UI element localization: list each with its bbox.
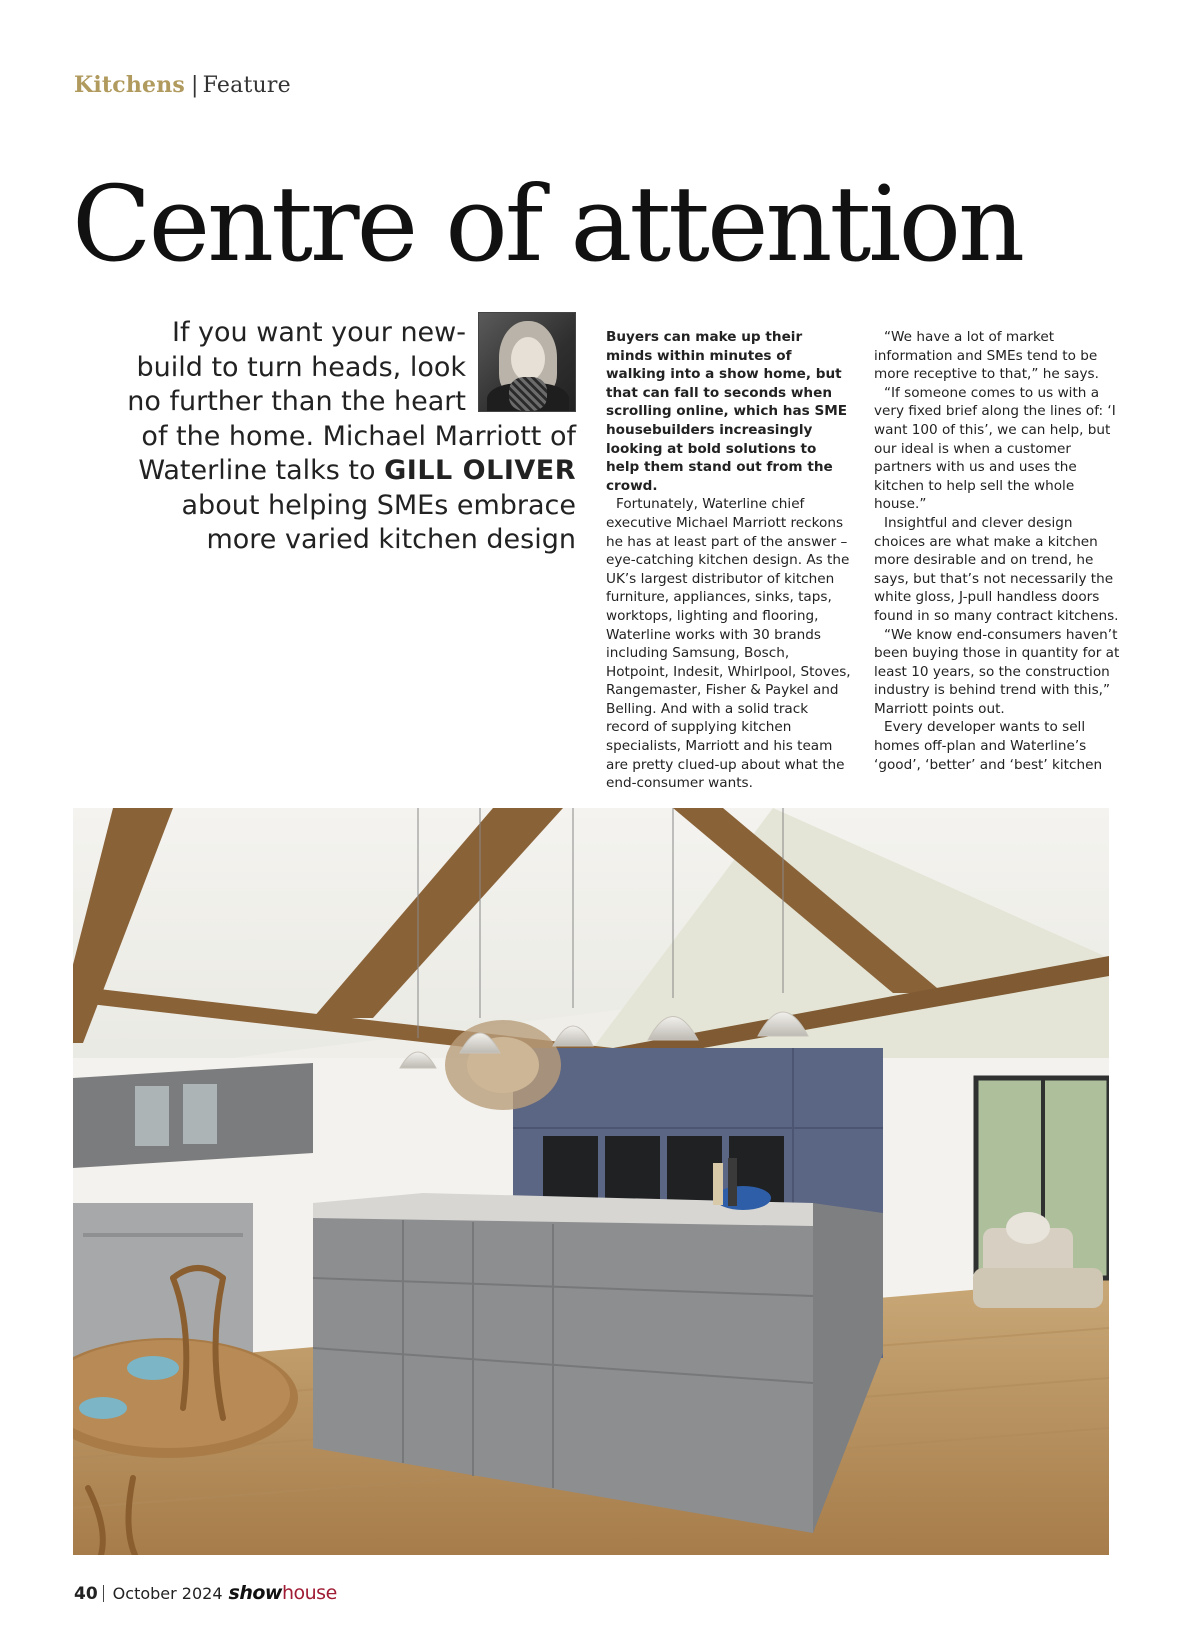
- page-footer: [74, 1582, 337, 1604]
- body-paragraph: “We know end-consumers haven’t been buying those in quantity for at least 10 years, so the construction industry is behind trend with this,” Marriott points out.: [874, 626, 1120, 717]
- section-name: Kitchens: [74, 72, 186, 98]
- body-paragraph: “If someone comes to us with a very fixed brief along the lines of: ‘I want 100 of this’, we can help, but our ideal is when a customer partners with us and uses the kitchen to help sell the whole house.”: [874, 384, 1116, 513]
- footer-divider: [103, 1585, 104, 1602]
- body-paragraph: Fortunately, Waterline chief executive Michael Marriott reckons he has at least part of the answer – eye-catching kitchen design. As the UK’s largest distributor of kitchen furniture, appliances, sinks, taps, worktops, lighting and flooring, Waterline works with 30 brands including Samsung, Bosch, Hotpoint, Indesit, Whirlpool, Stoves, Rangemaster, Fisher & Paykel and Belling. And with a solid track record of supplying kitchen specialists, Marriott and his team are pretty clued-up about what the end-consumer wants.: [606, 496, 851, 792]
- body-paragraph: Every developer wants to sell homes off-plan and Waterline’s ‘good’, ‘better’ and ‘best’ kitchen: [874, 719, 1103, 773]
- body-paragraph: “We have a lot of market information and SMEs tend to be more receptive to that,” he says.: [874, 329, 1099, 383]
- lead-paragraph: Buyers can make up their minds within minutes of walking into a show home, but that can fall to seconds when scrolling online, which has SME housebuilders increasingly looking at bold solutions to help them stand out from the crowd.: [606, 329, 848, 494]
- section-separator: |: [191, 73, 199, 98]
- section-label: [74, 72, 291, 98]
- author-portrait: [478, 312, 576, 412]
- magazine-logo-house: house: [281, 1582, 337, 1604]
- magazine-logo-show: show: [228, 1582, 282, 1604]
- standfirst: [120, 316, 576, 558]
- body-column-1: [606, 328, 853, 793]
- standfirst-text-start: If you want your new-build to turn heads, look no further than the heart of the home. Michael Marriott of Waterline talks to: [127, 317, 576, 486]
- body-paragraph: Insightful and clever design choices are what make a kitchen more desirable and on trend, he says, but that’s not necessarily the white gloss, J-pull handless doors found in so many contract kitchens.: [874, 514, 1119, 624]
- page-number: 40: [74, 1584, 98, 1604]
- body-column-2: [874, 328, 1120, 774]
- standfirst-text-end: about helping SMEs embrace more varied kitchen design: [181, 489, 576, 555]
- article-headline: Centre of attention: [72, 163, 1023, 285]
- issue-date: October 2024: [112, 1584, 223, 1603]
- subsection-name: Feature: [202, 73, 291, 98]
- kitchen-photo: [73, 808, 1109, 1555]
- author-name: GILL OLIVER: [384, 455, 576, 486]
